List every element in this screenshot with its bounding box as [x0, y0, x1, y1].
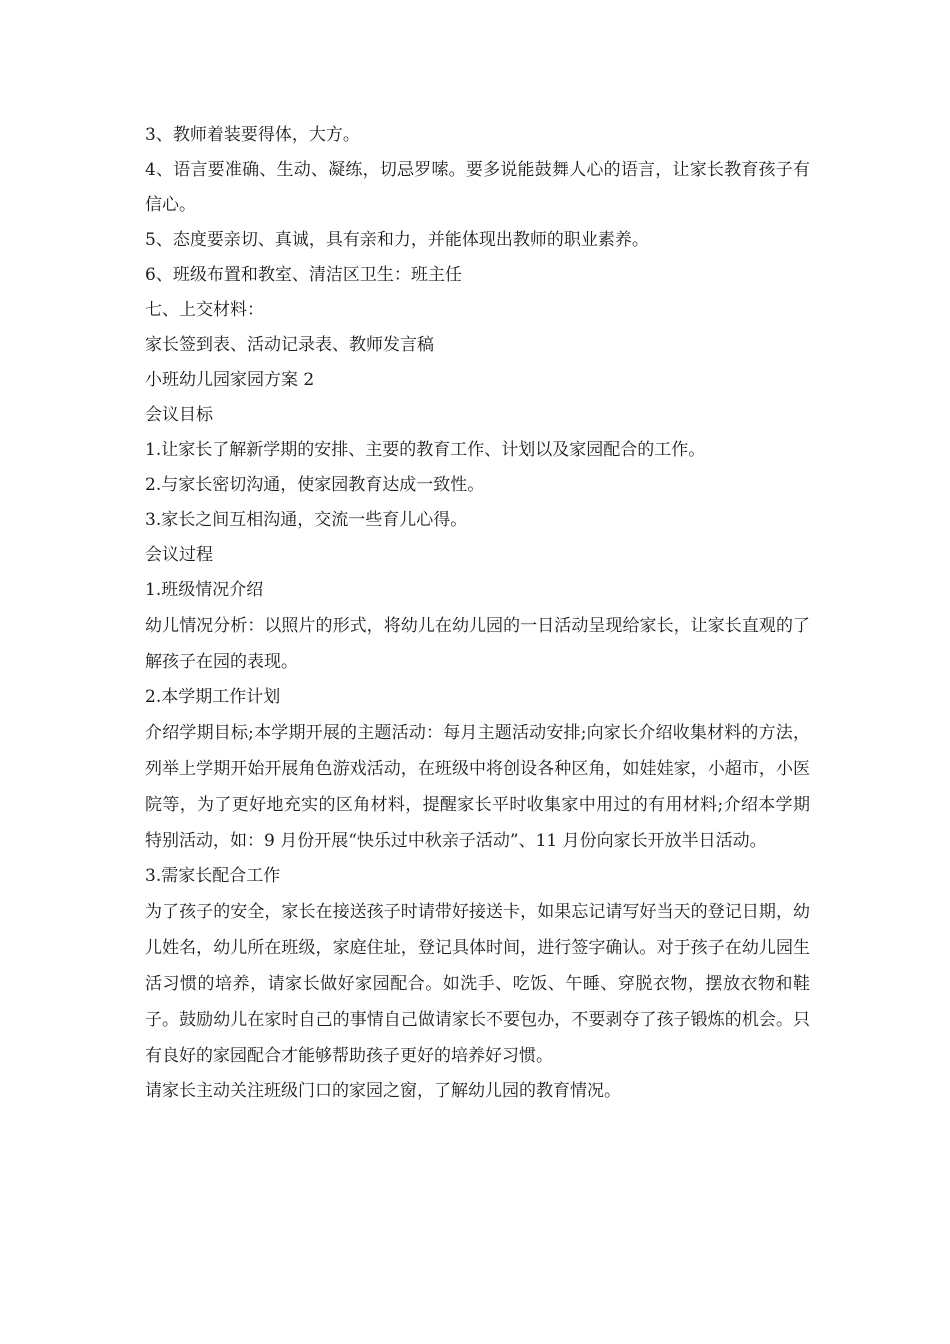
paragraph-materials-list: 家长签到表、活动记录表、教师发言稿: [145, 335, 434, 355]
paragraph-language-requirement: 4、语言要准确、生动、凝练，切忌罗嗦。要多说能鼓舞人心的语言，让家长教育孩子有信心。: [145, 160, 810, 215]
paragraph-child-analysis: 幼儿情况分析：以照片的形式，将幼儿在幼儿园的一日活动呈现给家长，让家长直观的了解孩子在园的表现。: [145, 616, 810, 672]
paragraph-attitude-requirement: 5、态度要亲切、真诚，具有亲和力，并能体现出教师的职业素养。: [145, 230, 649, 250]
paragraph-home-school-window: 请家长主动关注班级门口的家园之窗，了解幼儿园的教育情况。: [145, 1081, 621, 1101]
paragraph-classroom-layout: 6、班级布置和教室、清洁区卫生：班主任: [145, 265, 462, 285]
section-heading-submit-materials: 七、上交材料：: [145, 300, 264, 320]
goal-item-2: 2.与家长密切沟通，使家园教育达成一致性。: [145, 475, 485, 495]
paragraph-teacher-attire: 3、教师着装要得体，大方。: [145, 125, 360, 145]
subheading-semester-plan: 2.本学期工作计划: [145, 687, 281, 707]
document-body: [145, 118, 810, 1109]
document-title-plan-2: 小班幼儿园家园方案 2: [145, 370, 315, 390]
section-heading-meeting-goals: 会议目标: [145, 405, 213, 425]
goal-item-3: 3.家长之间互相沟通，交流一些育儿心得。: [145, 510, 468, 530]
goal-item-1: 1.让家长了解新学期的安排、主要的教育工作、计划以及家园配合的工作。: [145, 440, 706, 460]
subheading-class-introduction: 1.班级情况介绍: [145, 580, 264, 600]
paragraph-semester-plan: 介绍学期目标;本学期开展的主题活动：每月主题活动安排;向家长介绍收集材料的方法，列举上学期开始开展角色游戏活动，在班级中将创设各种区角，如娃娃家，小超市，小医院等，为了更好地充实的区角材料，提醒家长平时收集家中用过的有用材料;介绍本学期特别活动，如：9 月份开展“快乐过中秋亲子活动”、11 月份向家长开放半日活动。: [145, 723, 810, 851]
paragraph-parent-cooperation: 为了孩子的安全，家长在接送孩子时请带好接送卡，如果忘记请写好当天的登记日期，幼儿姓名，幼儿所在班级，家庭住址，登记具体时间，进行签字确认。对于孩子在幼儿园生活习惯的培养，请家长做好家园配合。如洗手、吃饭、午睡、穿脱衣物，摆放衣物和鞋子。鼓励幼儿在家时自己的事情自己做请家长不要包办，不要剥夺了孩子锻炼的机会。只有良好的家园配合才能够帮助孩子更好的培养好习惯。: [145, 902, 810, 1066]
subheading-parent-cooperation: 3.需家长配合工作: [145, 866, 281, 886]
section-heading-meeting-process: 会议过程: [145, 545, 213, 565]
